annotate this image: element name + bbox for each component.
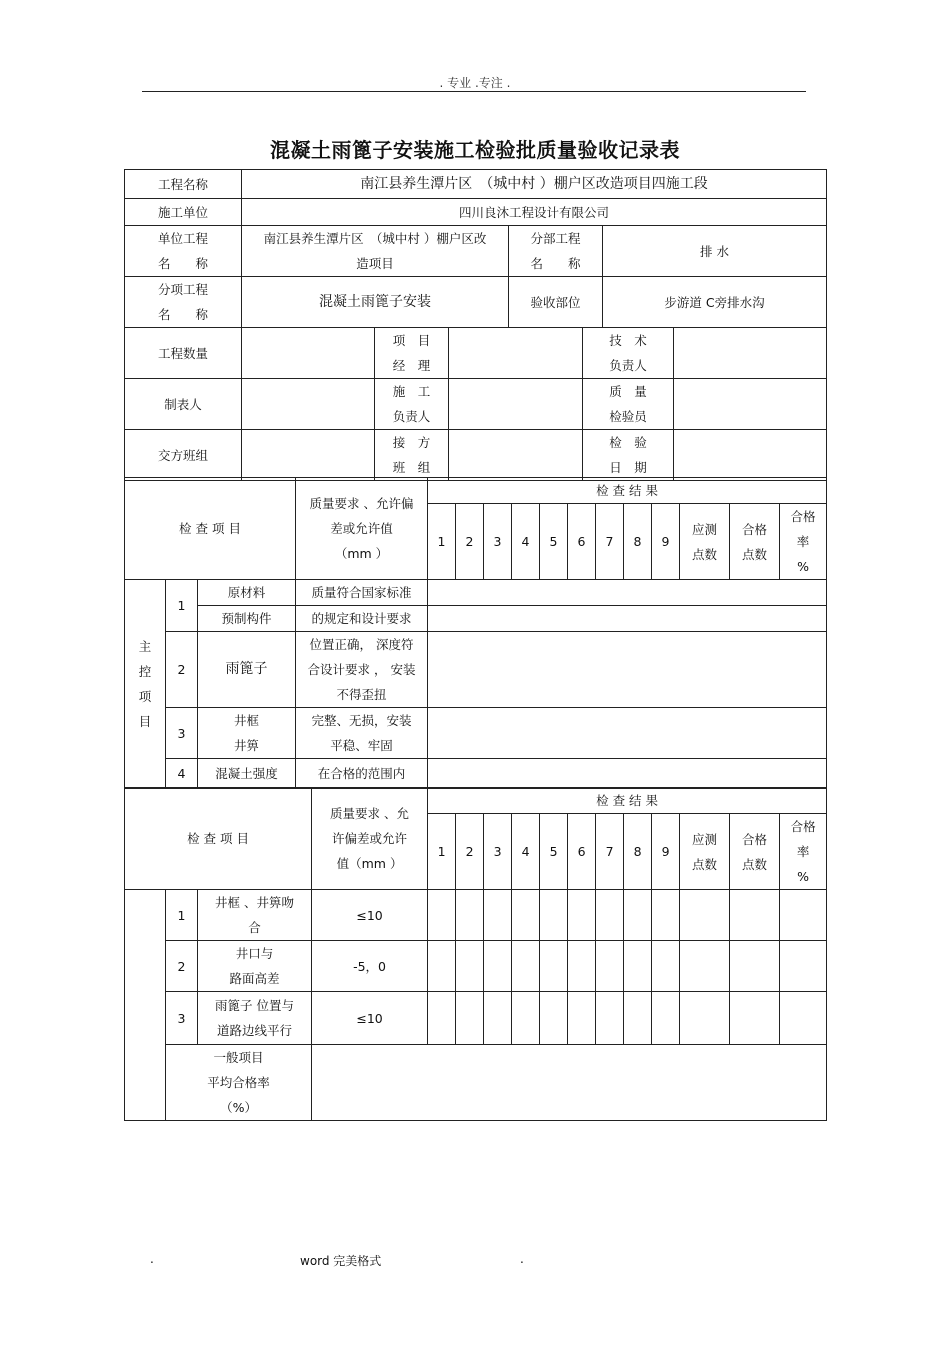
document-title: 混凝土雨篦子安装施工检验批质量验收记录表 — [270, 138, 680, 162]
result-header: 检 查 结 果 — [428, 478, 827, 504]
check-item-header: 检 查 项 目 — [125, 478, 296, 580]
result-cell — [680, 992, 730, 1045]
footer-text: word 完美格式 — [300, 1254, 382, 1268]
col-9: 9 — [652, 814, 680, 890]
unit-project-label: 单位工程 名 称 — [125, 226, 242, 277]
requirement-header: 质量要求 、允 许偏差或允许 值（mm ） — [312, 788, 428, 890]
item-requirement: 质量符合国家标准 — [296, 580, 428, 606]
project-name-value: 南江县养生潭片区 （城中村 ）棚户区改造项目四施工段 — [242, 170, 827, 199]
item-name: 雨篦子 — [198, 632, 296, 708]
pass-rate-header: 合格 率 % — [780, 504, 827, 580]
result-cell — [484, 890, 512, 941]
row-number: 3 — [166, 708, 198, 759]
qc-inspector-label: 质 量 检验员 — [583, 379, 674, 430]
acceptance-part-label: 验收部位 — [509, 277, 603, 328]
inspection-date-value — [674, 430, 827, 481]
row-number: 2 — [166, 941, 198, 992]
result-cell — [456, 941, 484, 992]
team-label: 交方班组 — [125, 430, 242, 481]
col-5: 5 — [540, 504, 568, 580]
result-cell — [652, 890, 680, 941]
item-name: 井框 井箅 — [198, 708, 296, 759]
item-requirement: -5，0 — [312, 941, 428, 992]
col-4: 4 — [512, 814, 540, 890]
col-2: 2 — [456, 504, 484, 580]
receiver-team-value — [449, 430, 583, 481]
item-name: 预制构件 — [198, 606, 296, 632]
col-7: 7 — [596, 814, 624, 890]
page-header: . 专业 .专注 . — [439, 76, 511, 90]
result-cell — [624, 890, 652, 941]
result-cell — [680, 890, 730, 941]
result-cell — [596, 890, 624, 941]
item-requirement: 在合格的范围内 — [296, 759, 428, 789]
item-name: 雨篦子 位置与 道路边线平行 — [198, 992, 312, 1045]
result-cell — [624, 941, 652, 992]
result-cell — [484, 941, 512, 992]
col-5: 5 — [540, 814, 568, 890]
result-header: 检 查 结 果 — [428, 788, 827, 814]
tech-lead-value — [674, 328, 827, 379]
result-cell — [428, 708, 827, 759]
unit-project-value: 南江县养生潭片区 （城中村 ）棚户区改 造项目 — [242, 226, 509, 277]
result-cell — [568, 890, 596, 941]
header-divider — [142, 91, 806, 92]
item-requirement: 位置正确， 深度符 合设计要求 ， 安装 不得歪扭 — [296, 632, 428, 708]
result-cell — [730, 890, 780, 941]
general-side-label — [125, 890, 166, 1121]
quantity-label: 工程数量 — [125, 328, 242, 379]
qualified-points-header: 合格 点数 — [730, 814, 780, 890]
maker-value — [242, 379, 375, 430]
item-requirement: ≤10 — [312, 992, 428, 1045]
construction-unit-value: 四川良沐工程设计有限公司 — [242, 199, 827, 226]
maker-label: 制表人 — [125, 379, 242, 430]
item-requirement: 完整、无损，安装 平稳、牢固 — [296, 708, 428, 759]
result-cell — [456, 890, 484, 941]
quantity-value — [242, 328, 375, 379]
result-cell — [680, 941, 730, 992]
result-cell — [540, 941, 568, 992]
receiver-team-label: 接 方 班 组 — [375, 430, 449, 481]
result-cell — [780, 890, 827, 941]
requirement-header: 质量要求 、允许偏 差或允许值 （mm ） — [296, 478, 428, 580]
col-9: 9 — [652, 504, 680, 580]
project-manager-label: 项 目 经 理 — [375, 328, 449, 379]
qc-inspector-value — [674, 379, 827, 430]
check-item-header: 检 查 项 目 — [125, 788, 312, 890]
acceptance-part-value: 步游道 C旁排水沟 — [603, 277, 827, 328]
item-name: 原材料 — [198, 580, 296, 606]
result-cell — [428, 941, 456, 992]
result-cell — [512, 890, 540, 941]
result-cell — [596, 941, 624, 992]
col-1: 1 — [428, 814, 456, 890]
result-cell — [568, 992, 596, 1045]
qualified-points-header: 合格 点数 — [730, 504, 780, 580]
result-cell — [428, 890, 456, 941]
footer-dot-left: . — [150, 1252, 154, 1266]
row-number: 1 — [166, 890, 198, 941]
col-3: 3 — [484, 504, 512, 580]
result-cell — [512, 992, 540, 1045]
result-cell — [596, 992, 624, 1045]
item-name: 井口与 路面高差 — [198, 941, 312, 992]
main-control-side-label: 主 控 项 目 — [125, 580, 166, 789]
result-cell — [484, 992, 512, 1045]
row-number: 3 — [166, 992, 198, 1045]
col-6: 6 — [568, 504, 596, 580]
project-name-label: 工程名称 — [125, 170, 242, 199]
main-control-table — [124, 477, 827, 789]
result-cell — [512, 941, 540, 992]
result-cell — [652, 992, 680, 1045]
result-cell — [428, 632, 827, 708]
general-items-table — [124, 787, 827, 1121]
result-cell — [780, 992, 827, 1045]
item-project-label: 分项工程 名 称 — [125, 277, 242, 328]
measured-points-header: 应测 点数 — [680, 504, 730, 580]
col-8: 8 — [624, 814, 652, 890]
result-cell — [730, 941, 780, 992]
result-cell — [730, 992, 780, 1045]
sub-project-value: 排 水 — [603, 226, 827, 277]
footer-dot-right: . — [520, 1252, 524, 1266]
row-number: 1 — [166, 580, 198, 632]
average-pass-rate-value — [312, 1045, 827, 1121]
construction-unit-label: 施工单位 — [125, 199, 242, 226]
tech-lead-label: 技 术 负责人 — [583, 328, 674, 379]
col-2: 2 — [456, 814, 484, 890]
project-manager-value — [449, 328, 583, 379]
item-requirement: 的规定和设计要求 — [296, 606, 428, 632]
result-cell — [624, 992, 652, 1045]
row-number: 4 — [166, 759, 198, 789]
site-lead-value — [449, 379, 583, 430]
item-project-value: 混凝土雨篦子安装 — [242, 277, 509, 328]
inspection-date-label: 检 验 日 期 — [583, 430, 674, 481]
result-cell — [428, 992, 456, 1045]
result-cell — [540, 992, 568, 1045]
result-cell — [540, 890, 568, 941]
result-cell — [780, 941, 827, 992]
col-7: 7 — [596, 504, 624, 580]
info-table — [124, 169, 827, 481]
result-cell — [568, 941, 596, 992]
col-8: 8 — [624, 504, 652, 580]
item-name: 混凝土强度 — [198, 759, 296, 789]
result-cell — [428, 606, 827, 632]
row-number: 2 — [166, 632, 198, 708]
result-cell — [428, 580, 827, 606]
col-6: 6 — [568, 814, 596, 890]
site-lead-label: 施 工 负责人 — [375, 379, 449, 430]
col-1: 1 — [428, 504, 456, 580]
result-cell — [456, 992, 484, 1045]
team-value — [242, 430, 375, 481]
item-requirement: ≤10 — [312, 890, 428, 941]
sub-project-label: 分部工程 名 称 — [509, 226, 603, 277]
col-3: 3 — [484, 814, 512, 890]
pass-rate-header: 合格 率 % — [780, 814, 827, 890]
result-cell — [652, 941, 680, 992]
average-pass-rate-label: 一般项目 平均合格率 （%） — [166, 1045, 312, 1121]
col-4: 4 — [512, 504, 540, 580]
result-cell — [428, 759, 827, 789]
measured-points-header: 应测 点数 — [680, 814, 730, 890]
item-name: 井框 、井箅吻 合 — [198, 890, 312, 941]
